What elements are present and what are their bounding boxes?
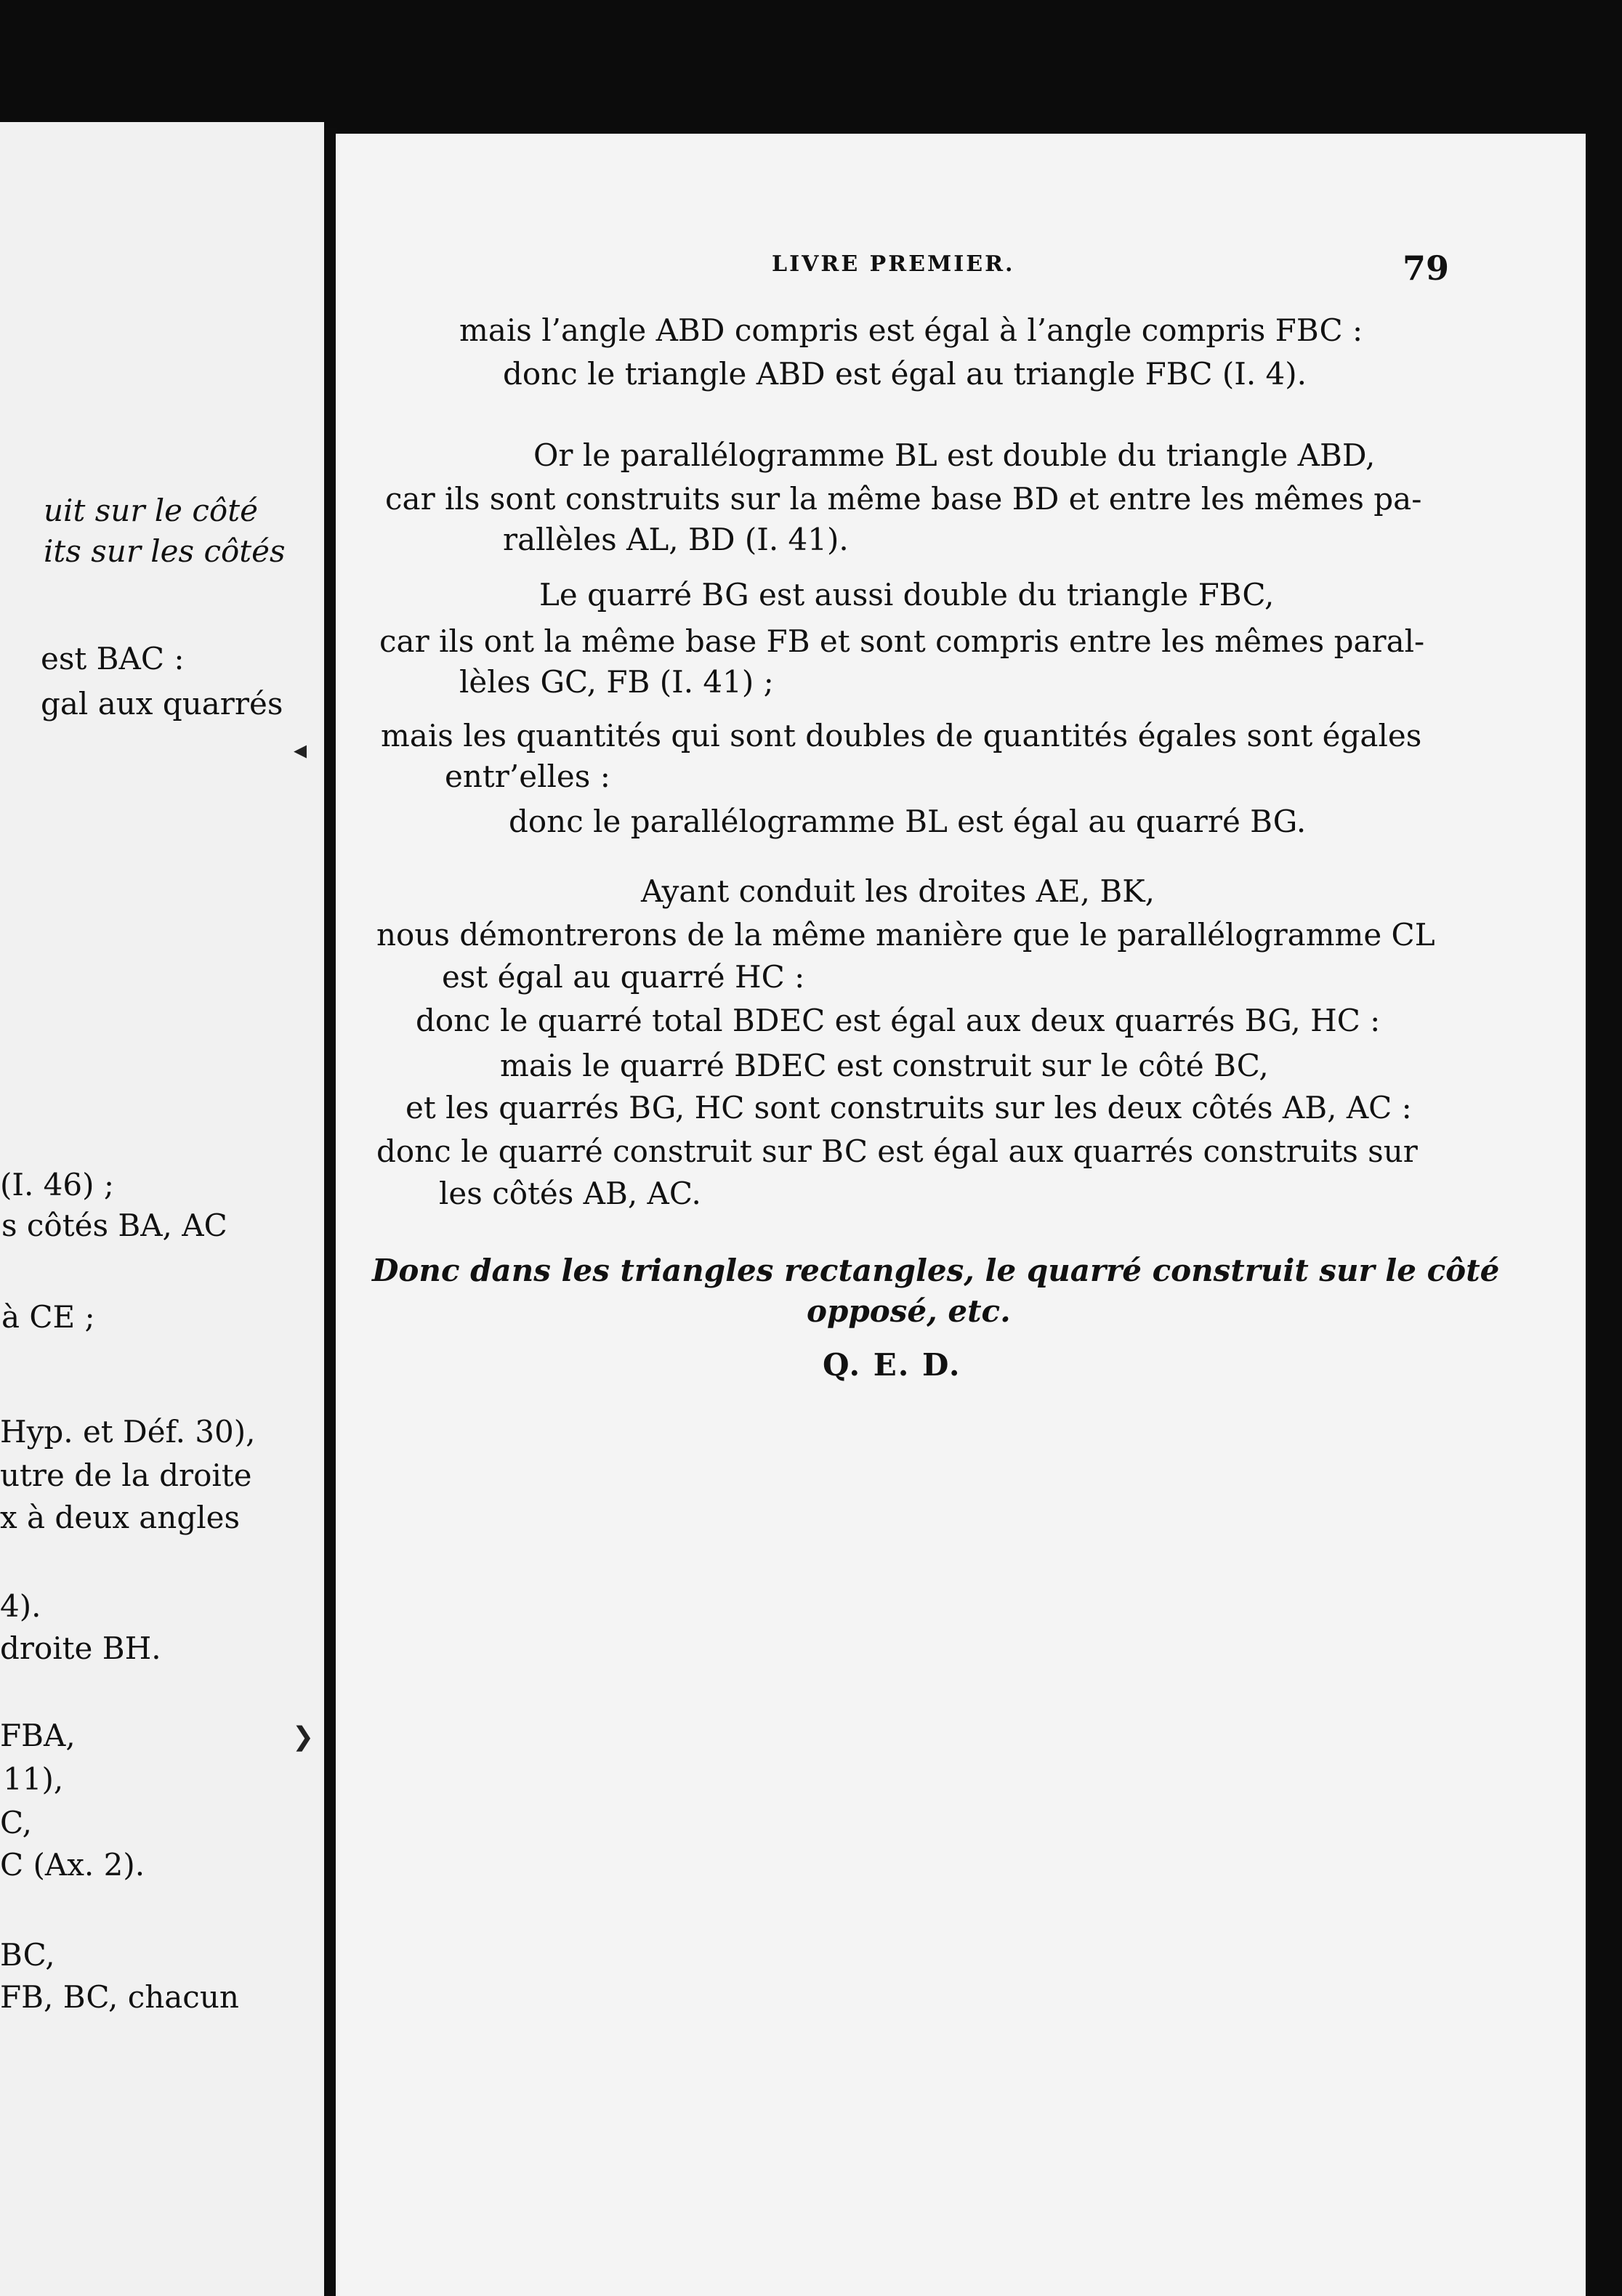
body-line: nous démontrerons de la même manière que le parallélogramme CL [376,917,1435,953]
conclusion-line: opposé, etc. [807,1293,1011,1329]
left-fragment: BC, [0,1937,55,1973]
left-fragment: est BAC : [41,641,185,676]
left-fragment: uit sur le côté [44,493,258,528]
left-fragment: Hyp. et Déf. 30), [0,1414,256,1450]
left-fragment: C (Ax. 2). [0,1847,145,1883]
binding-mark: ◂ [294,735,307,765]
body-line: et les quarrés BG, HC sont construits sur les deux côtés AB, AC : [405,1090,1412,1125]
body-line: donc le parallélogramme BL est égal au quarré BG. [509,804,1307,839]
left-fragment: (I. 46) ; [0,1167,115,1202]
body-line: Ayant conduit les droites AE, BK, [641,873,1155,909]
body-line: car ils sont construits sur la même base BD et entre les mêmes pa- [385,481,1422,517]
body-line: donc le quarré construit sur BC est égal aux quarrés construits sur [376,1133,1418,1169]
running-header: LIVRE PREMIER. [772,251,1015,277]
left-fragment: 11), [3,1761,64,1797]
left-fragment: droite BH. [0,1630,161,1666]
left-fragment: x à deux angles [0,1500,241,1535]
page-number: 79 [1403,248,1450,288]
body-line: car ils ont la même base FB et sont compris entre les mêmes paral- [379,623,1425,659]
body-line: mais l’angle ABD compris est égal à l’angle compris FBC : [459,312,1363,348]
body-line: est égal au quarré HC : [442,959,805,995]
left-fragment: its sur les côtés [44,533,286,569]
body-line: lèles GC, FB (I. 41) ; [459,664,774,700]
left-fragment: C, [0,1805,32,1840]
body-line: mais les quantités qui sont doubles de quantités égales sont égales [381,718,1422,753]
left-fragment: gal aux quarrés [41,686,283,721]
body-line: entr’elles : [445,759,610,794]
body-line: donc le triangle ABD est égal au triangle FBC (I. 4). [503,356,1307,392]
left-fragment: à CE ; [1,1299,95,1335]
left-fragment: FB, BC, chacun [0,1979,239,2015]
left-page [0,122,324,2296]
body-line: Or le parallélogramme BL est double du triangle ABD, [533,437,1376,473]
conclusion-line: Donc dans les triangles rectangles, le quarré construit sur le côté [372,1253,1500,1288]
left-fragment: utre de la droite [0,1458,252,1493]
body-line: mais le quarré BDEC est construit sur le côté BC, [500,1048,1269,1083]
left-fragment: 4). [0,1588,41,1624]
body-line: les côtés AB, AC. [439,1176,701,1211]
binding-mark: ❯ [292,1722,315,1752]
left-fragment: s côtés BA, AC [1,1208,227,1243]
qed-mark: Q. E. D. [823,1347,961,1383]
body-line: rallèles AL, BD (I. 41). [503,522,849,557]
body-line: Le quarré BG est aussi double du triangle FBC, [539,577,1275,613]
body-line: donc le quarré total BDEC est égal aux deux quarrés BG, HC : [416,1003,1381,1038]
right-page [336,134,1586,2296]
left-fragment: FBA, [0,1718,76,1753]
